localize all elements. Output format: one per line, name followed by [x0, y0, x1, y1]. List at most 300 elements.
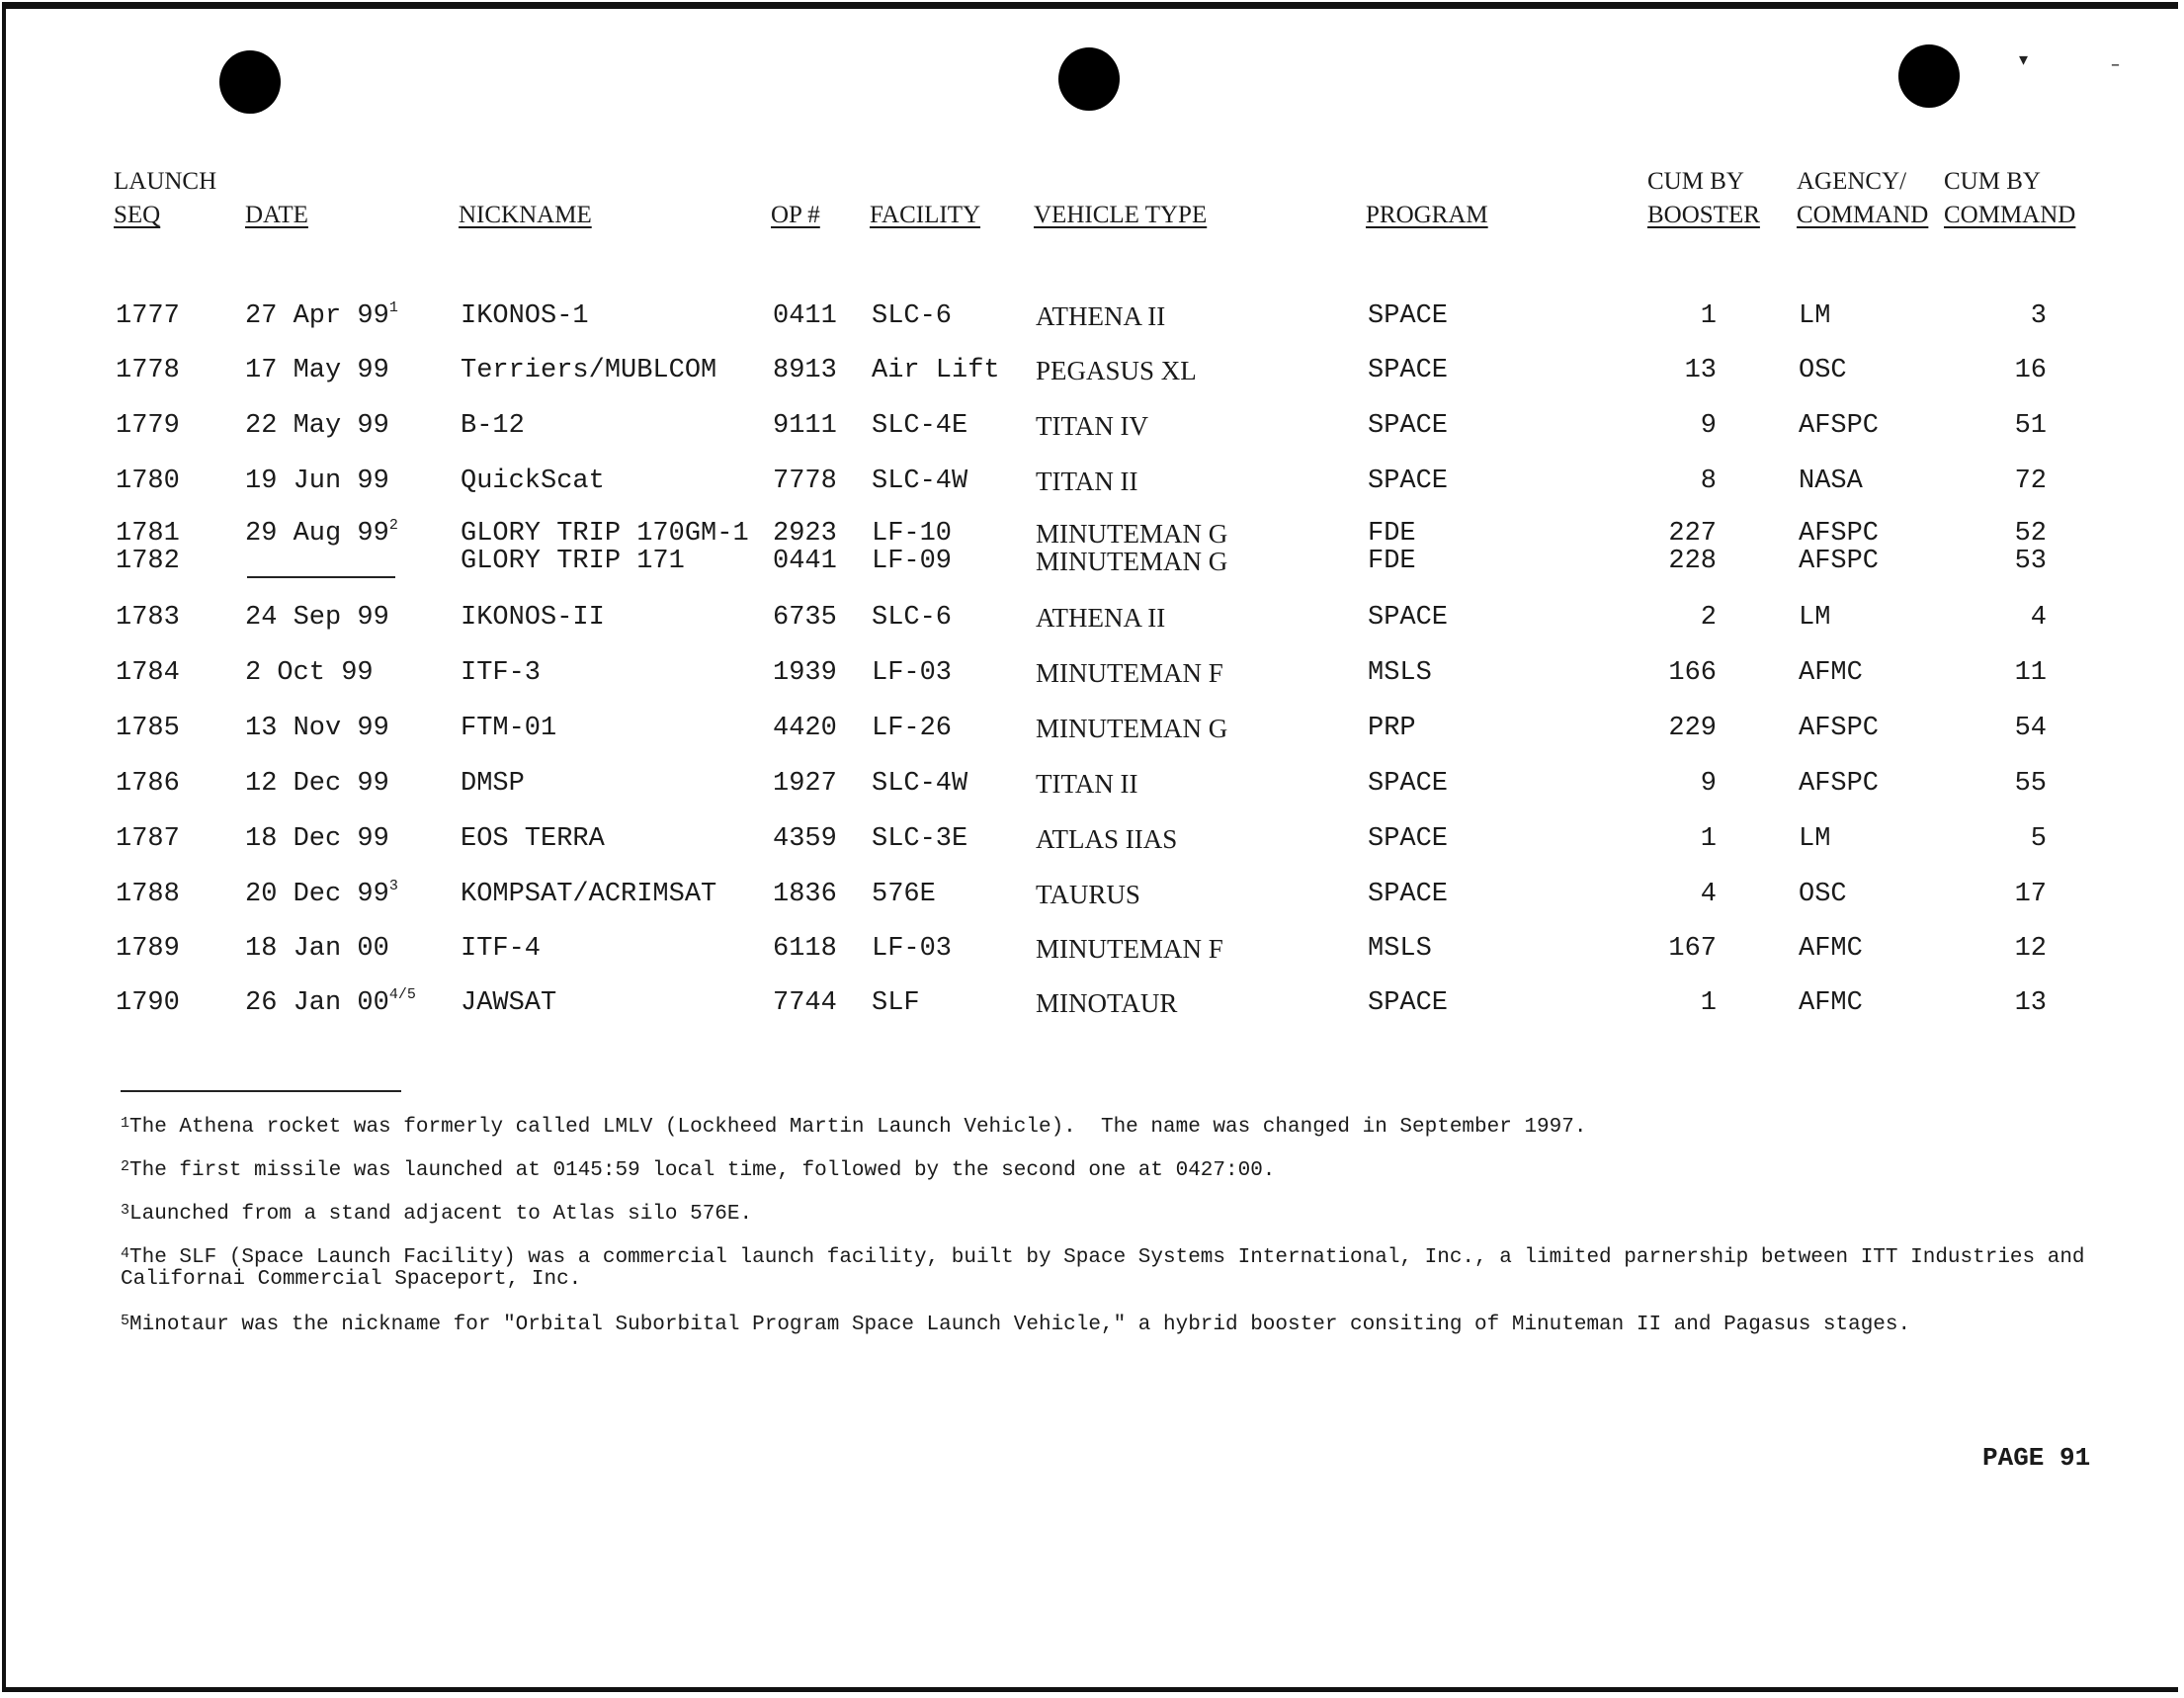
program-text: FDE	[1368, 519, 1416, 549]
cell-vehicle	[1036, 769, 1138, 799]
cell-agency	[1799, 519, 1879, 549]
cell-facility	[872, 988, 920, 1018]
cell-nickname	[461, 519, 749, 549]
footnote-1: $^1$The Athena rocket was formerly called LMLV (Lockheed Martin Launch Vehicle). The name was changed in September 1997.	[121, 1115, 1587, 1139]
cell-cum-booster	[1598, 880, 1717, 909]
agency-text: AFSPC	[1799, 769, 1880, 799]
cum-command-text: 72	[2014, 467, 2047, 496]
cell-date	[245, 769, 389, 799]
header-program: PROGRAM	[1366, 202, 1488, 228]
cell-cum-booster	[1598, 769, 1717, 799]
cell-vehicle	[1036, 658, 1223, 688]
cell-cum-booster	[1598, 824, 1717, 854]
cum-booster-text: 13	[1684, 356, 1717, 385]
cell-nickname	[461, 658, 541, 688]
op-text: 2923	[773, 519, 837, 549]
cum-command-text: 51	[2014, 411, 2047, 441]
nickname-text: KOMPSAT/ACRIMSAT	[461, 880, 717, 909]
cell-op	[773, 603, 837, 633]
cell-vehicle	[1036, 988, 1177, 1018]
nickname-text: DMSP	[461, 769, 525, 799]
cum-booster-text: 167	[1668, 934, 1717, 964]
program-text: SPACE	[1368, 356, 1449, 385]
cell-cum-command	[1928, 301, 2047, 331]
nickname-text: IKONOS-1	[461, 301, 589, 331]
cum-booster-text: 2	[1700, 603, 1717, 633]
cell-agency	[1799, 658, 1863, 688]
cell-vehicle	[1036, 301, 1165, 331]
punch-hole-center	[1058, 47, 1120, 111]
cum-booster-text: 9	[1700, 769, 1717, 799]
cell-vehicle	[1036, 467, 1138, 496]
nickname-text: B-12	[461, 411, 525, 441]
cell-facility	[872, 301, 952, 331]
seq-text: 1779	[116, 411, 180, 441]
cell-nickname	[461, 824, 605, 854]
seq-text: 1781	[116, 519, 180, 549]
cell-date	[245, 658, 374, 688]
header-launch-seq: LAUNCH SEQ	[114, 168, 217, 228]
op-text: 6118	[773, 934, 837, 964]
program-text: SPACE	[1368, 603, 1449, 633]
cell-facility	[872, 880, 936, 909]
vehicle-text: MINUTEMAN G	[1036, 714, 1228, 743]
vehicle-text: ATHENA II	[1036, 603, 1166, 633]
nickname-text: ITF-3	[461, 658, 542, 688]
cum-booster-text: 1	[1700, 988, 1717, 1018]
cell-op	[773, 411, 837, 441]
cum-booster-text: 1	[1700, 824, 1717, 854]
cell-facility	[872, 356, 1000, 385]
cell-agency	[1799, 824, 1830, 854]
agency-text: AFMC	[1799, 934, 1863, 964]
header-cum-by-booster: CUM BY BOOSTER	[1647, 168, 1760, 228]
cum-command-text: 52	[2014, 519, 2047, 549]
seq-text: 1785	[116, 714, 180, 743]
cell-cum-command	[1928, 934, 2047, 964]
vehicle-text: TITAN II	[1036, 467, 1138, 496]
cell-cum-command	[1928, 769, 2047, 799]
cum-booster-text: 228	[1668, 547, 1717, 576]
cell-cum-command	[1928, 467, 2047, 496]
cell-vehicle	[1036, 603, 1165, 633]
cell-op	[773, 658, 837, 688]
vehicle-text: MINUTEMAN G	[1036, 519, 1228, 549]
cell-vehicle	[1036, 880, 1140, 909]
program-text: MSLS	[1368, 934, 1432, 964]
cum-booster-text: 8	[1700, 467, 1717, 496]
program-text: MSLS	[1368, 658, 1432, 688]
cell-cum-command	[1928, 356, 2047, 385]
vehicle-text: MINOTAUR	[1036, 988, 1178, 1018]
date-text: 26 Jan 00	[245, 988, 389, 1018]
seq-text: 1789	[116, 934, 180, 964]
cell-seq	[116, 301, 180, 331]
cell-op	[773, 356, 837, 385]
cell-seq	[116, 934, 180, 964]
cum-command-text: 13	[2014, 988, 2047, 1018]
footnote-reference: 4/5	[388, 986, 416, 1003]
cell-nickname	[461, 769, 525, 799]
op-text: 0411	[773, 301, 837, 331]
date-text: 18 Dec 99	[245, 824, 389, 854]
cell-cum-booster	[1598, 356, 1717, 385]
cell-cum-booster	[1598, 658, 1717, 688]
cum-command-text: 4	[2030, 603, 2047, 633]
cell-program	[1368, 714, 1416, 743]
vehicle-text: TAURUS	[1036, 880, 1140, 909]
cell-program	[1368, 988, 1448, 1018]
cell-seq	[116, 411, 180, 441]
date-text: 19 Jun 99	[245, 467, 389, 496]
agency-text: AFSPC	[1799, 411, 1880, 441]
cell-program	[1368, 934, 1432, 964]
program-text: SPACE	[1368, 411, 1449, 441]
nickname-text: FTM-01	[461, 714, 557, 743]
facility-text: SLC-6	[872, 603, 953, 633]
seq-text: 1778	[116, 356, 180, 385]
cell-nickname	[461, 603, 605, 633]
op-text: 7744	[773, 988, 837, 1018]
cell-vehicle	[1036, 934, 1223, 964]
op-text: 8913	[773, 356, 837, 385]
footnote-rule	[121, 1090, 401, 1092]
cell-facility	[872, 547, 952, 576]
cum-command-text: 54	[2014, 714, 2047, 743]
op-text: 1927	[773, 769, 837, 799]
cell-cum-command	[1928, 411, 2047, 441]
cell-agency	[1799, 769, 1879, 799]
vehicle-text: ATHENA II	[1036, 301, 1166, 331]
cell-facility	[872, 824, 967, 854]
footnote-3: $^3$Launched from a stand adjacent to Atlas silo 576E.	[121, 1202, 753, 1226]
cell-cum-booster	[1598, 467, 1717, 496]
seq-text: 1780	[116, 467, 180, 496]
cell-op	[773, 769, 837, 799]
cell-facility	[872, 934, 952, 964]
cell-cum-booster	[1598, 301, 1717, 331]
cell-agency	[1799, 467, 1863, 496]
program-text: PRP	[1368, 714, 1416, 743]
facility-text: SLF	[872, 988, 920, 1018]
op-text: 4359	[773, 824, 837, 854]
cell-date	[245, 714, 389, 743]
cell-program	[1368, 519, 1416, 549]
cum-command-text: 5	[2030, 824, 2047, 854]
cum-command-text: 53	[2014, 547, 2047, 576]
program-text: SPACE	[1368, 467, 1449, 496]
cell-program	[1368, 301, 1448, 331]
date-blank-line	[247, 576, 395, 578]
cell-facility	[872, 658, 952, 688]
cell-nickname	[461, 411, 525, 441]
cell-facility	[872, 714, 952, 743]
agency-text: NASA	[1799, 467, 1863, 496]
vehicle-text: MINUTEMAN F	[1036, 658, 1223, 688]
date-text: 22 May 99	[245, 411, 389, 441]
cell-cum-booster	[1598, 714, 1717, 743]
cell-nickname	[461, 356, 716, 385]
cell-program	[1368, 547, 1416, 576]
cell-date	[245, 411, 389, 441]
seq-text: 1790	[116, 988, 180, 1018]
seq-text: 1788	[116, 880, 180, 909]
vehicle-text: TITAN IV	[1036, 411, 1149, 441]
cell-cum-booster	[1598, 934, 1717, 964]
agency-text: LM	[1799, 301, 1831, 331]
cell-vehicle	[1036, 824, 1177, 854]
cell-seq	[116, 880, 180, 909]
cell-agency	[1799, 880, 1847, 909]
cell-seq	[116, 519, 180, 549]
date-text: 2 Oct 99	[245, 658, 374, 688]
cell-cum-command	[1928, 824, 2047, 854]
facility-text: LF-26	[872, 714, 953, 743]
vehicle-text: MINUTEMAN G	[1036, 547, 1228, 576]
cell-program	[1368, 411, 1448, 441]
cum-booster-text: 227	[1668, 519, 1717, 549]
date-text: 17 May 99	[245, 356, 389, 385]
cell-seq	[116, 467, 180, 496]
program-text: SPACE	[1368, 880, 1449, 909]
cell-agency	[1799, 547, 1879, 576]
header-agency-command: AGENCY/ COMMAND	[1797, 168, 1929, 228]
cell-agency	[1799, 411, 1879, 441]
cell-date	[245, 880, 398, 909]
cell-cum-command	[1928, 714, 2047, 743]
cell-program	[1368, 824, 1448, 854]
cell-agency	[1799, 301, 1830, 331]
nickname-text: Terriers/MUBLCOM	[461, 356, 717, 385]
cell-date	[245, 356, 389, 385]
footnote-reference: 1	[388, 299, 398, 316]
program-text: SPACE	[1368, 301, 1449, 331]
header-cum-by-command: CUM BY COMMAND	[1944, 168, 2076, 228]
cell-nickname	[461, 934, 541, 964]
facility-text: SLC-6	[872, 301, 953, 331]
cell-cum-command	[1928, 519, 2047, 549]
nickname-text: JAWSAT	[461, 988, 557, 1018]
cum-command-text: 55	[2014, 769, 2047, 799]
cell-op	[773, 988, 837, 1018]
op-text: 6735	[773, 603, 837, 633]
agency-text: AFMC	[1799, 658, 1863, 688]
cell-agency	[1799, 356, 1847, 385]
agency-text: LM	[1799, 603, 1831, 633]
facility-text: 576E	[872, 880, 936, 909]
seq-text: 1777	[116, 301, 180, 331]
cell-program	[1368, 880, 1448, 909]
cell-op	[773, 824, 837, 854]
op-text: 9111	[773, 411, 837, 441]
cell-cum-command	[1928, 658, 2047, 688]
cell-seq	[116, 824, 180, 854]
footnote-reference: 3	[388, 878, 398, 894]
cell-seq	[116, 769, 180, 799]
nickname-text: GLORY TRIP 170GM-1	[461, 519, 749, 549]
facility-text: SLC-4E	[872, 411, 968, 441]
cell-cum-command	[1928, 603, 2047, 633]
cell-seq	[116, 356, 180, 385]
seq-text: 1787	[116, 824, 180, 854]
op-text: 1939	[773, 658, 837, 688]
cell-nickname	[461, 714, 556, 743]
cell-op	[773, 519, 837, 549]
header-nickname: NICKNAME	[459, 202, 592, 228]
facility-text: LF-10	[872, 519, 953, 549]
cell-vehicle	[1036, 411, 1148, 441]
header-op-number: OP #	[771, 202, 820, 228]
cell-facility	[872, 519, 952, 549]
scan-mark: ▾	[2019, 49, 2029, 70]
cell-nickname	[461, 880, 716, 909]
nickname-text: EOS TERRA	[461, 824, 605, 854]
cell-op	[773, 467, 837, 496]
date-text: 27 Apr 99	[245, 301, 389, 331]
facility-text: SLC-4W	[872, 769, 968, 799]
cell-vehicle	[1036, 547, 1227, 576]
cum-booster-text: 4	[1700, 880, 1717, 909]
facility-text: LF-03	[872, 934, 953, 964]
cum-command-text: 17	[2014, 880, 2047, 909]
program-text: SPACE	[1368, 988, 1449, 1018]
cell-date	[245, 934, 389, 964]
header-vehicle-type: VEHICLE TYPE	[1034, 202, 1208, 228]
vehicle-text: PEGASUS XL	[1036, 356, 1197, 385]
cum-command-text: 12	[2014, 934, 2047, 964]
date-text: 20 Dec 99	[245, 880, 389, 909]
date-text: 18 Jan 00	[245, 934, 389, 964]
cell-facility	[872, 467, 967, 496]
nickname-text: IKONOS-II	[461, 603, 605, 633]
cell-date	[245, 824, 389, 854]
cell-agency	[1799, 603, 1830, 633]
cell-seq	[116, 658, 180, 688]
cell-facility	[872, 603, 952, 633]
cell-nickname	[461, 467, 605, 496]
cum-command-text: 16	[2014, 356, 2047, 385]
punch-hole-left	[219, 50, 281, 114]
cell-date	[245, 301, 398, 331]
cum-command-text: 3	[2030, 301, 2047, 331]
nickname-text: QuickScat	[461, 467, 605, 496]
cell-cum-booster	[1598, 603, 1717, 633]
cell-cum-booster	[1598, 519, 1717, 549]
vehicle-text: MINUTEMAN F	[1036, 934, 1223, 964]
cell-vehicle	[1036, 356, 1197, 385]
op-text: 7778	[773, 467, 837, 496]
seq-text: 1786	[116, 769, 180, 799]
program-text: SPACE	[1368, 824, 1449, 854]
cell-agency	[1799, 714, 1879, 743]
nickname-text: GLORY TRIP 171	[461, 547, 685, 576]
cell-cum-booster	[1598, 411, 1717, 441]
cell-nickname	[461, 547, 685, 576]
cum-booster-text: 166	[1668, 658, 1717, 688]
cum-booster-text: 1	[1700, 301, 1717, 331]
program-text: SPACE	[1368, 769, 1449, 799]
cell-program	[1368, 603, 1448, 633]
op-text: 4420	[773, 714, 837, 743]
cell-seq	[116, 603, 180, 633]
facility-text: LF-09	[872, 547, 953, 576]
cell-op	[773, 301, 837, 331]
agency-text: AFSPC	[1799, 547, 1880, 576]
cell-facility	[872, 769, 967, 799]
cell-agency	[1799, 934, 1863, 964]
agency-text: AFSPC	[1799, 714, 1880, 743]
cell-op	[773, 714, 837, 743]
date-text: 29 Aug 99	[245, 519, 389, 549]
vehicle-text: TITAN II	[1036, 769, 1138, 799]
cell-program	[1368, 769, 1448, 799]
vehicle-text: ATLAS IIAS	[1036, 824, 1178, 854]
facility-text: LF-03	[872, 658, 953, 688]
cell-date	[245, 988, 416, 1018]
seq-text: 1783	[116, 603, 180, 633]
cell-op	[773, 934, 837, 964]
cell-cum-booster	[1598, 988, 1717, 1018]
op-text: 0441	[773, 547, 837, 576]
facility-text: SLC-4W	[872, 467, 968, 496]
nickname-text: ITF-4	[461, 934, 542, 964]
date-text: 24 Sep 99	[245, 603, 389, 633]
cell-nickname	[461, 301, 589, 331]
date-text: 13 Nov 99	[245, 714, 389, 743]
cum-booster-text: 9	[1700, 411, 1717, 441]
cell-date	[245, 467, 389, 496]
footnote-2: $^2$The first missile was launched at 0145:59 local time, followed by the second one at 0427:00.	[121, 1158, 1276, 1182]
cell-seq	[116, 714, 180, 743]
footnote-5: $^5$Minotaur was the nickname for "Orbital Suborbital Program Space Launch Vehicle," a hybrid booster consiting of Minuteman II and Pagasus stages.	[121, 1313, 1911, 1336]
page-number: PAGE 91	[1982, 1443, 2091, 1473]
agency-text: LM	[1799, 824, 1831, 854]
header-facility: FACILITY	[870, 202, 981, 228]
cum-command-text: 11	[2014, 658, 2047, 688]
op-text: 1836	[773, 880, 837, 909]
cell-nickname	[461, 988, 556, 1018]
header-date: DATE	[245, 202, 308, 228]
cell-date	[245, 519, 398, 549]
scan-mark: –	[2111, 54, 2120, 75]
agency-text: AFSPC	[1799, 519, 1880, 549]
agency-text: OSC	[1799, 356, 1847, 385]
cell-vehicle	[1036, 519, 1227, 549]
seq-text: 1784	[116, 658, 180, 688]
date-text: 12 Dec 99	[245, 769, 389, 799]
cell-vehicle	[1036, 714, 1227, 743]
punch-hole-right	[1898, 44, 1960, 108]
cell-seq	[116, 547, 180, 576]
cell-program	[1368, 658, 1432, 688]
facility-text: SLC-3E	[872, 824, 968, 854]
agency-text: AFMC	[1799, 988, 1863, 1018]
seq-text: 1782	[116, 547, 180, 576]
cell-cum-command	[1928, 988, 2047, 1018]
cell-program	[1368, 467, 1448, 496]
cell-seq	[116, 988, 180, 1018]
facility-text: Air Lift	[872, 356, 1000, 385]
cell-date	[245, 603, 389, 633]
cum-booster-text: 229	[1668, 714, 1717, 743]
footnote-4: $^4$The SLF (Space Launch Facility) was a commercial launch facility, built by Space Systems International, Inc., a limited parnership between ITT Industries and Californai Commercial Spaceport, Inc.	[121, 1245, 2098, 1291]
cell-cum-command	[1928, 547, 2047, 576]
program-text: FDE	[1368, 547, 1416, 576]
agency-text: OSC	[1799, 880, 1847, 909]
cell-facility	[872, 411, 967, 441]
cell-cum-booster	[1598, 547, 1717, 576]
cell-cum-command	[1928, 880, 2047, 909]
